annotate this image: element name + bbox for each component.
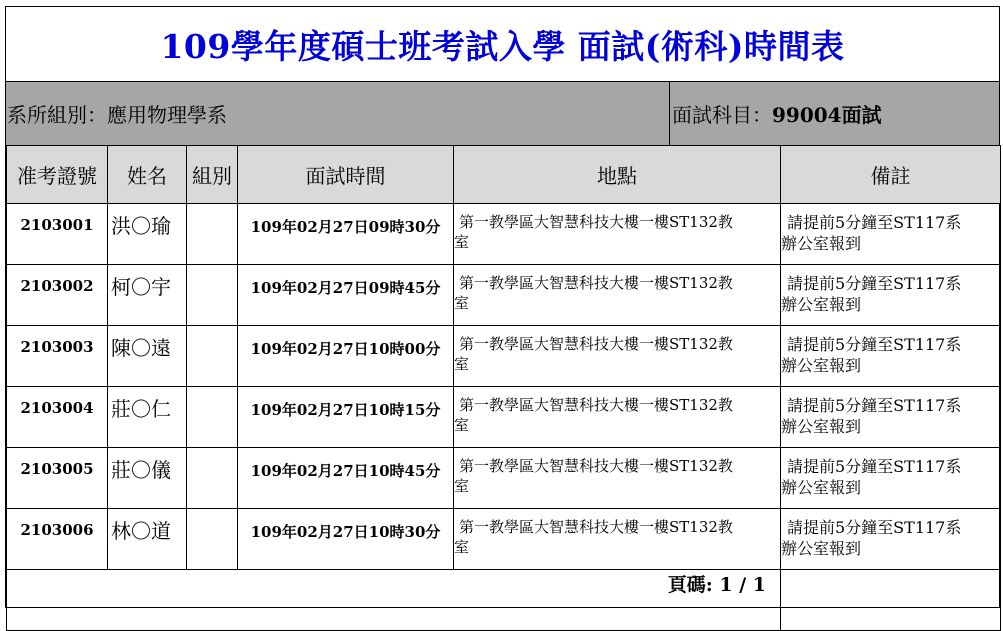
note-line: 辦公室報到 [781,478,862,497]
interview-time: 109年02月27日10時45分 [238,448,454,509]
table-row [7,448,1001,509]
place-line: 室 [454,355,470,373]
table-row [7,265,1001,326]
place-line: 第一教學區大智慧科技大樓一樓ST132教 [459,274,733,292]
schedule-table [6,145,1001,631]
column-header-group: 組別 [187,146,238,204]
candidate-group [187,448,238,509]
interview-place [454,509,781,570]
candidate-name: 陳〇遠 [108,326,187,387]
interview-place [454,204,781,265]
column-header-name: 姓名 [108,146,187,204]
footer-empty-cell [781,570,1001,631]
note-line: 請提前5分鐘至ST117系 [787,396,962,415]
candidate-group [187,265,238,326]
candidate-id: 2103002 [7,265,108,326]
note-line: 辦公室報到 [781,295,862,314]
note-line: 辦公室報到 [781,356,862,375]
candidate-group [187,509,238,570]
department-value: 應用物理學系 [107,103,227,127]
column-header-place: 地點 [454,146,781,204]
subject-label: 面試科目： [672,103,772,127]
department-info [7,82,227,145]
note-line: 辦公室報到 [781,234,862,253]
place-line: 室 [454,538,470,556]
interview-time: 109年02月27日10時00分 [238,326,454,387]
interview-place [454,448,781,509]
candidate-name: 林〇道 [108,509,187,570]
interview-time: 109年02月27日09時45分 [238,265,454,326]
candidate-name: 莊〇儀 [108,448,187,509]
department-label: 系所組別： [7,103,107,127]
interview-place [454,265,781,326]
candidate-id: 2103005 [7,448,108,509]
place-line: 室 [454,416,470,434]
table-row [7,326,1001,387]
interview-time: 109年02月27日09時30分 [238,204,454,265]
interview-time: 109年02月27日10時30分 [238,509,454,570]
place-line: 第一教學區大智慧科技大樓一樓ST132教 [459,213,733,231]
note-line: 辦公室報到 [781,417,862,436]
interview-note [781,265,1001,326]
page-indicator: 頁碼: 1 / 1 [7,570,781,631]
candidate-id: 2103006 [7,509,108,570]
subject-info [672,82,882,145]
schedule-document [5,6,1000,608]
candidate-group [187,387,238,448]
candidate-name: 莊〇仁 [108,387,187,448]
interview-note [781,387,1001,448]
table-header-row [7,146,1001,204]
interview-note [781,204,1001,265]
note-line: 請提前5分鐘至ST117系 [787,274,962,293]
table-footer-row [7,570,1001,631]
candidate-group [187,204,238,265]
place-line: 第一教學區大智慧科技大樓一樓ST132教 [459,335,733,353]
interview-note [781,326,1001,387]
candidate-id: 2103004 [7,387,108,448]
interview-note [781,448,1001,509]
page-title: 109學年度碩士班考試入學 面試(術科)時間表 [160,26,845,66]
place-line: 第一教學區大智慧科技大樓一樓ST132教 [459,396,733,414]
column-header-note: 備註 [781,146,1001,204]
place-line: 第一教學區大智慧科技大樓一樓ST132教 [459,518,733,536]
table-row [7,509,1001,570]
candidate-name: 柯〇宇 [108,265,187,326]
place-line: 室 [454,294,470,312]
info-bar [6,81,999,146]
note-line: 請提前5分鐘至ST117系 [787,213,962,232]
subject-value: 99004面試 [772,103,882,127]
interview-time: 109年02月27日10時15分 [238,387,454,448]
column-header-time: 面試時間 [238,146,454,204]
interview-place [454,326,781,387]
candidate-id: 2103001 [7,204,108,265]
candidate-id: 2103003 [7,326,108,387]
column-header-id: 准考證號 [7,146,108,204]
note-line: 請提前5分鐘至ST117系 [787,457,962,476]
place-line: 第一教學區大智慧科技大樓一樓ST132教 [459,457,733,475]
place-line: 室 [454,233,470,251]
place-line: 室 [454,477,470,495]
table-row [7,204,1001,265]
candidate-name: 洪〇瑜 [108,204,187,265]
interview-note [781,509,1001,570]
note-line: 請提前5分鐘至ST117系 [787,518,962,537]
candidate-group [187,326,238,387]
info-divider [669,82,670,145]
table-row [7,387,1001,448]
interview-place [454,387,781,448]
note-line: 辦公室報到 [781,539,862,558]
note-line: 請提前5分鐘至ST117系 [787,335,962,354]
